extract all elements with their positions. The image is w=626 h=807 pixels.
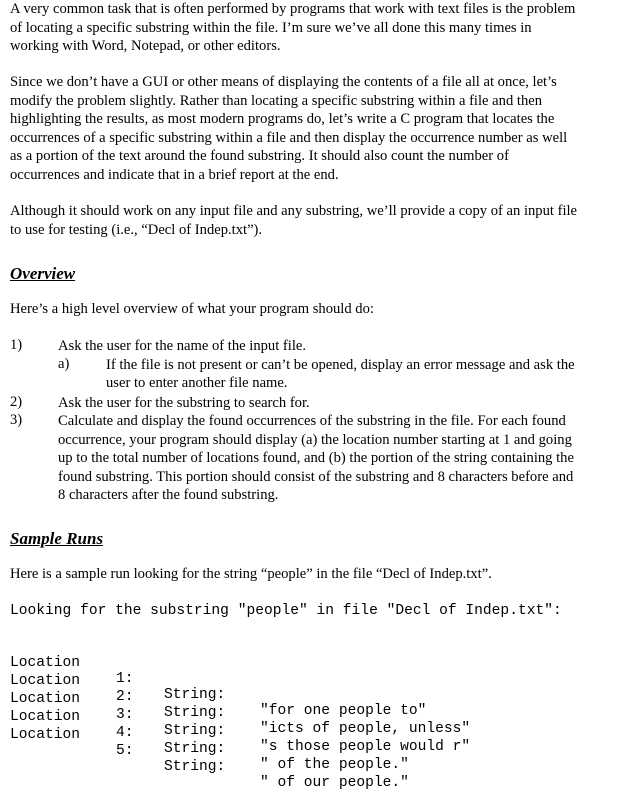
intro-paragraph-2-line-6: occurrences and indicate that in a brief report at the end. <box>10 166 339 183</box>
intro-paragraph-2-line-5: as a portion of the text around the found substring. It should also count the number of <box>10 148 509 164</box>
intro-paragraph-3-line-2: to use for testing (i.e., “Decl of Indep.txt”). <box>10 221 263 238</box>
result-label: Location <box>10 673 81 689</box>
intro-paragraph-1-line-1: A very common task that is often performed by programs that work with text files is the problem <box>10 1 576 17</box>
result-kind: String: <box>164 723 226 739</box>
intro-paragraph-3-line-1: Although it should work on any input file and any substring, we’ll provide a copy of an input file <box>10 203 578 219</box>
list-item-2-text: Ask the user for the substring to search for. <box>58 395 310 411</box>
result-number: 1: <box>116 671 134 687</box>
result-row <box>10 639 427 719</box>
list-item-3-line-5: 8 characters after the found substring. <box>58 487 279 503</box>
list-item-3-number: 3) <box>10 412 23 428</box>
result-text: "for one people to" <box>260 703 427 719</box>
result-kind: String: <box>164 705 226 721</box>
overview-heading: Overview <box>10 264 76 283</box>
list-item-3-line-1: Calculate and display the found occurrences of the substring in the file. For each found <box>58 413 566 429</box>
result-number: 5: <box>116 743 134 759</box>
intro-paragraph-2-line-3: highlighting the results, as most modern programs do, let’s write a C program that locates the <box>10 111 555 127</box>
sub-item-a-line-2: user to enter another file name. <box>106 375 288 391</box>
result-text: " of the people." <box>260 757 409 773</box>
list-item-1-number: 1) <box>10 337 23 353</box>
intro-paragraph-1-line-2: of locating a specific substring within the file. I’m sure we’ve all done this many times in <box>10 19 532 36</box>
intro-paragraph-2-line-1: Since we don’t have a GUI or other means of displaying the contents of a file all at once, let’s <box>10 74 557 90</box>
sample-runs-lead: Here is a sample run looking for the string “people” in the file “Decl of Indep.txt”. <box>10 566 492 582</box>
intro-paragraph-1-line-3: working with Word, Notepad, or other editors. <box>10 38 281 54</box>
result-text: "icts of people, unless" <box>260 721 471 737</box>
overview-lead: Here’s a high level overview of what your program should do: <box>10 301 374 317</box>
sub-item-a-line-1: If the file is not present or can’t be opened, display an error message and ask the <box>106 356 575 373</box>
list-item-2-number: 2) <box>10 394 23 410</box>
result-label: Location <box>10 691 81 707</box>
result-text: "s those people would r" <box>260 739 471 755</box>
intro-paragraph-2-line-4: occurrences of a specific substring within a file and then display the occurrence number as well <box>10 129 568 146</box>
list-item-3-line-3: up to the total number of locations found, and (b) the portion of the string containing the <box>58 450 574 466</box>
sample-runs-heading: Sample Runs <box>10 529 104 548</box>
result-label: Location <box>10 655 81 671</box>
sub-item-a-number: a) <box>58 355 70 372</box>
list-item-3-line-2: occurrence, your program should display (a) the location number starting at 1 and going <box>58 431 572 448</box>
result-kind: String: <box>164 759 226 775</box>
result-kind: String: <box>164 687 226 703</box>
result-label: Location <box>10 727 81 743</box>
result-kind: String: <box>164 741 226 757</box>
result-label: Location <box>10 709 81 725</box>
result-number: 4: <box>116 725 134 741</box>
list-item-3-line-4: found substring. This portion should consist of the substring and 8 characters before and <box>58 468 574 485</box>
result-text: " of our people." <box>260 775 409 791</box>
intro-paragraph-2-line-2: modify the problem slightly. Rather than locating a specific substring within a file and then <box>10 92 543 109</box>
sample-command-line: Looking for the substring "people" in file "Decl of Indep.txt": <box>10 603 562 619</box>
result-number: 3: <box>116 707 134 723</box>
result-number: 2: <box>116 689 134 705</box>
list-item-1-text: Ask the user for the name of the input file. <box>58 338 307 354</box>
